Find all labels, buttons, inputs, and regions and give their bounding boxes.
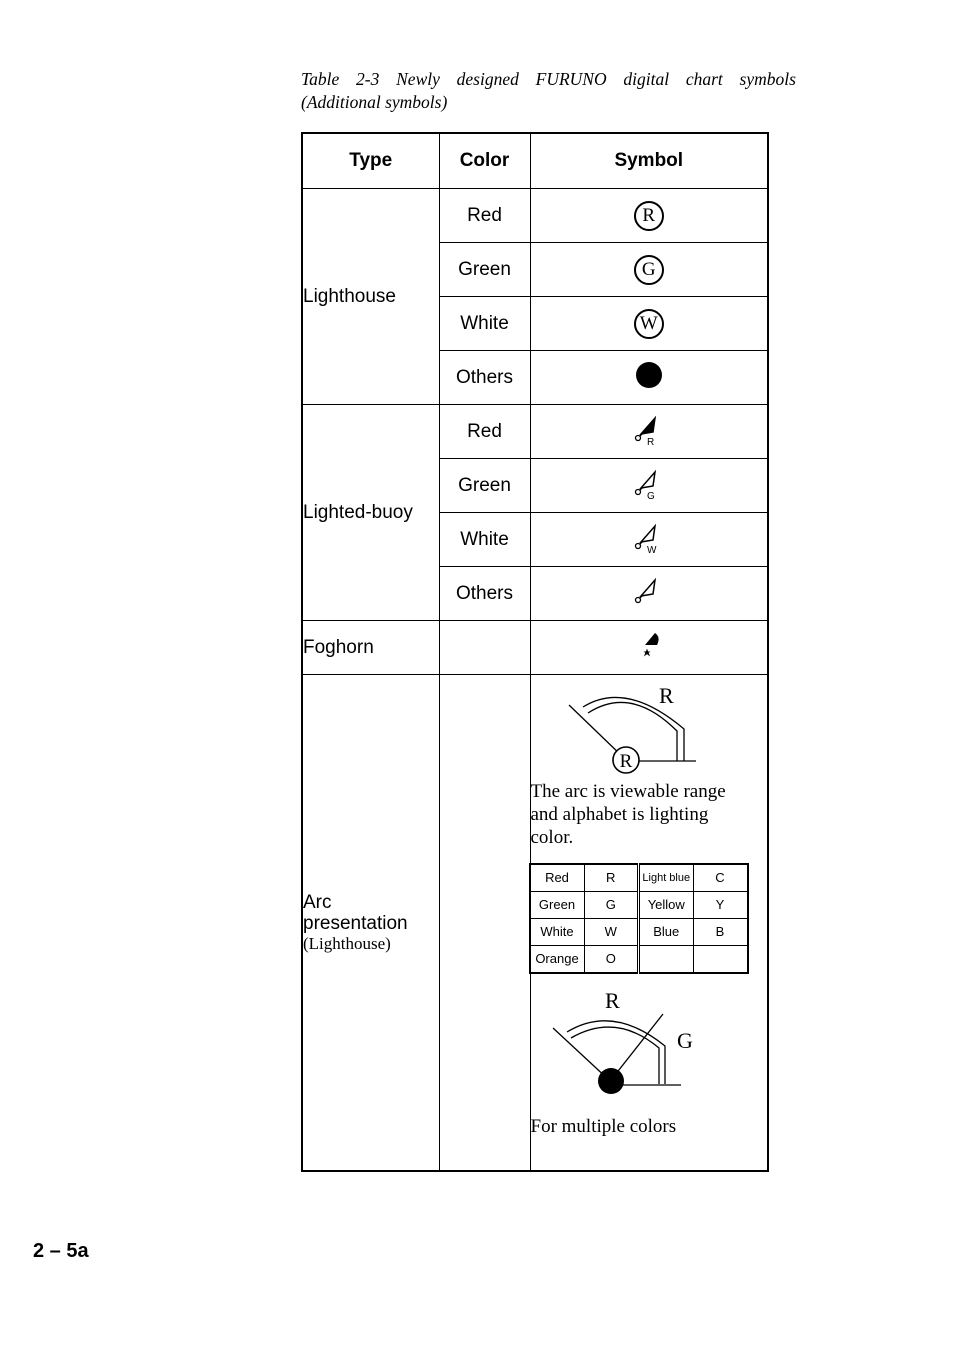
lighthouse-red-icon: R (634, 201, 664, 231)
color-cell: White (439, 513, 530, 567)
multi-color-caption: For multiple colors (530, 1116, 677, 1137)
buoy-letter: G (646, 491, 655, 502)
caption-word: digital (623, 69, 670, 89)
arc-center-letter: R (619, 751, 632, 772)
legend-row (530, 864, 748, 892)
color-cell: White (439, 297, 530, 351)
header-symbol: Symbol (530, 133, 768, 189)
foghorn-icon (629, 625, 669, 665)
lighthouse-green-icon: G (634, 255, 664, 285)
legend-row (530, 892, 748, 919)
legend-color: Green (530, 892, 585, 919)
table-row (302, 189, 768, 243)
legend-color (639, 946, 694, 974)
header-type: Type (302, 133, 439, 189)
table-row (302, 621, 768, 675)
symbols-table (301, 132, 769, 1172)
legend-letter: W (584, 919, 639, 946)
type-lighthouse: Lighthouse (302, 189, 439, 405)
color-cell: Red (439, 189, 530, 243)
caption-word: 2-3 (356, 69, 380, 89)
legend-color: White (530, 919, 585, 946)
legend-color: Blue (639, 919, 694, 946)
color-cell: Red (439, 405, 530, 459)
header-color: Color (439, 133, 530, 189)
multi-arc-label-g: G (676, 1028, 693, 1053)
buoy-green-icon (629, 464, 669, 502)
header-row (302, 133, 768, 189)
color-legend-table (529, 863, 749, 974)
buoy-other-icon (629, 572, 669, 610)
legend-letter: R (584, 864, 639, 892)
legend-letter: G (584, 892, 639, 919)
legend-color: Orange (530, 946, 585, 974)
arc-symbol-cell (530, 675, 768, 1172)
legend-letter: C (693, 864, 748, 892)
legend-letter: Y (693, 892, 748, 919)
multi-arc-label-r: R (604, 988, 620, 1013)
color-cell: Others (439, 351, 530, 405)
type-lighted-buoy: Lighted-buoy (302, 405, 439, 621)
caption-word: designed (456, 69, 519, 89)
arc-note-line: The arc is viewable range (530, 781, 726, 802)
arc-type-label-2: presentation (303, 912, 408, 934)
color-cell: Others (439, 567, 530, 621)
legend-row (530, 946, 748, 974)
legend-color: Light blue (639, 864, 694, 892)
type-arc-presentation (302, 675, 439, 1172)
caption-word: symbols (739, 69, 796, 89)
arc-color-label: R (658, 683, 674, 708)
table-caption (301, 68, 796, 114)
caption-word: FURUNO (535, 69, 607, 89)
color-cell: Green (439, 459, 530, 513)
lighthouse-other-icon (636, 362, 662, 388)
legend-row (530, 919, 748, 946)
color-cell-empty (439, 621, 530, 675)
buoy-letter: R (646, 437, 654, 448)
type-foghorn: Foghorn (302, 621, 439, 675)
arc-type-label: Arc (303, 891, 332, 913)
table-row (302, 675, 768, 1172)
buoy-white-icon (629, 518, 669, 556)
legend-letter (693, 946, 748, 974)
buoy-letter: W (646, 545, 657, 556)
caption-word: Newly (396, 69, 440, 89)
arc-diagram (531, 675, 751, 775)
caption-word: chart (685, 69, 723, 89)
legend-letter: O (584, 946, 639, 974)
buoy-red-icon (629, 410, 669, 448)
arc-note-line: and alphabet is lighting (530, 804, 709, 825)
caption-line2: (Additional symbols) (301, 92, 448, 112)
legend-letter: B (693, 919, 748, 946)
lighthouse-white-icon: W (634, 309, 664, 339)
page-number: 2 – 5a (33, 1240, 89, 1262)
caption-word: Table (301, 69, 340, 89)
legend-color: Yellow (639, 892, 694, 919)
arc-type-sub: (Lighthouse) (303, 933, 391, 953)
legend-color: Red (530, 864, 585, 892)
multi-color-arc-diagram (531, 982, 751, 1102)
color-cell-empty (439, 675, 530, 1172)
table-row (302, 405, 768, 459)
color-cell: Green (439, 243, 530, 297)
arc-note-line: color. (530, 827, 574, 848)
